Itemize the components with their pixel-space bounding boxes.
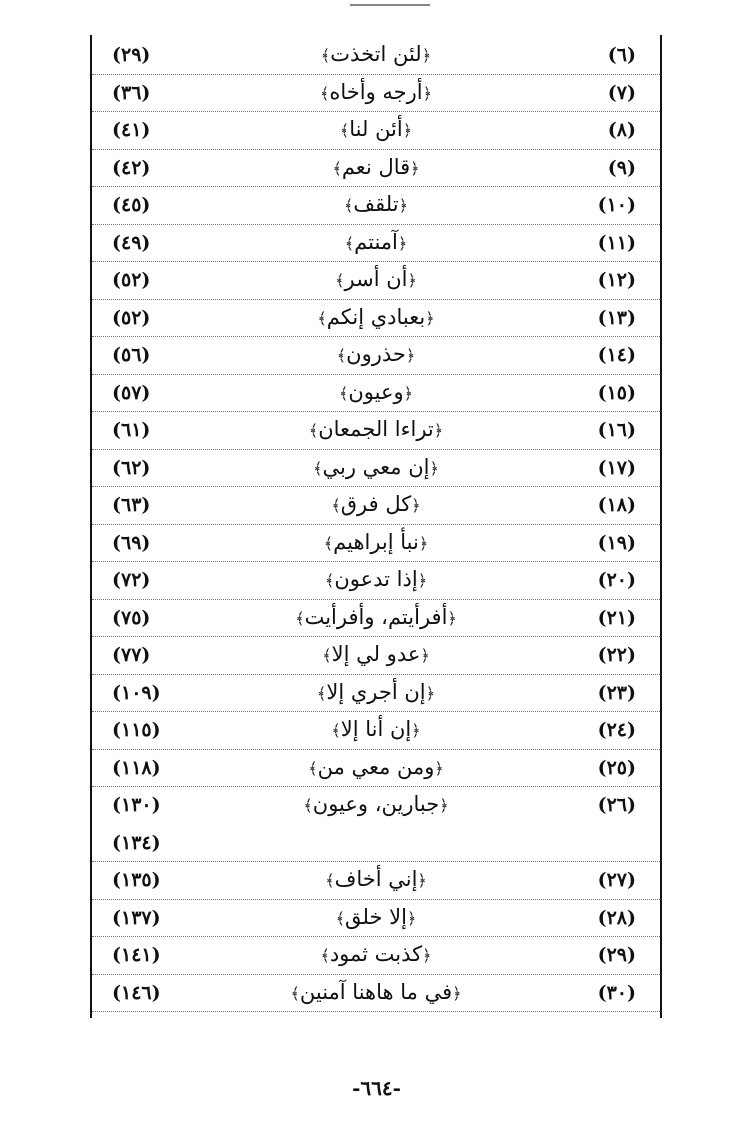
table-frame — [90, 35, 662, 1018]
ornament-close-icon: ﴾ — [331, 721, 341, 740]
entry-number: (٢٥) — [597, 756, 636, 779]
word-text: أن أسر — [344, 267, 408, 291]
table-row — [92, 487, 660, 525]
table-row — [92, 562, 660, 600]
page-ref: (٦٢) — [112, 456, 151, 479]
ornament-open-icon: ﴿ — [422, 83, 432, 103]
page-ref: (٥٧) — [112, 381, 151, 404]
ornament-open-icon: ﴿ — [433, 421, 444, 440]
page-ref: (١١٨) — [112, 756, 161, 779]
word-text: إلا خلق — [345, 904, 407, 929]
ornament-close-icon: ﴾ — [344, 196, 354, 215]
entry-word — [331, 494, 420, 515]
page-ref: (٦٩) — [112, 531, 151, 554]
entry-word — [340, 119, 412, 140]
entry-word — [322, 644, 430, 665]
ornament-close-icon: ﴾ — [324, 571, 335, 590]
entry-word — [313, 454, 439, 479]
ornament-open-icon: ﴿ — [411, 721, 421, 740]
table-row — [92, 787, 660, 862]
entry-number: (٧) — [607, 81, 636, 104]
page-ref: (٥٢) — [112, 306, 151, 329]
word-text: أرجه وأخاه — [329, 79, 423, 104]
table-row — [92, 600, 660, 638]
ornament-close-icon: ﴾ — [320, 46, 331, 65]
entry-number: (١٣) — [597, 306, 636, 329]
ornament-close-icon: ﴾ — [290, 983, 300, 1003]
word-text: جبارين، وعيون — [312, 792, 440, 816]
ornament-close-icon: ﴾ — [338, 383, 349, 403]
ornament-open-icon: ﴿ — [398, 196, 408, 215]
entry-word — [323, 529, 429, 554]
page-ref: (١١٥) — [112, 719, 161, 741]
page-ref: (١٤١) — [112, 944, 161, 966]
entry-word — [332, 154, 420, 179]
page-ref: (١٣٧) — [112, 906, 161, 929]
table-row — [92, 37, 660, 75]
table-row — [92, 750, 660, 788]
page-ref: (٣٦) — [112, 81, 151, 104]
entry-word — [320, 79, 432, 104]
page-ref: (١٣٥) — [112, 869, 161, 891]
entry-number: (٢٦) — [597, 794, 636, 816]
ornament-open-icon: ﴿ — [447, 608, 457, 628]
page-ref: (٤٩) — [112, 231, 151, 254]
table-row — [92, 150, 660, 188]
entry-word — [335, 904, 417, 929]
table-row — [92, 75, 660, 113]
ornament-open-icon: ﴿ — [418, 533, 429, 553]
entry-word — [344, 229, 408, 254]
right-border — [660, 35, 662, 1018]
entry-number: (٢٠) — [597, 569, 636, 591]
page-ref: (٧٧) — [112, 644, 151, 666]
entry-number: (١٠) — [597, 194, 636, 216]
entry-number: (٢٢) — [597, 644, 636, 666]
ornament-close-icon: ﴾ — [332, 158, 342, 178]
table-row — [92, 450, 660, 488]
ornament-close-icon: ﴾ — [339, 121, 350, 140]
entry-word — [321, 44, 431, 65]
table-row — [92, 262, 660, 300]
table-row — [92, 375, 660, 413]
word-text: تلقف — [353, 192, 399, 216]
table-row — [92, 187, 660, 225]
page-ref: (١٠٩) — [112, 681, 161, 704]
ornament-close-icon: ﴾ — [331, 496, 341, 515]
table-row — [92, 975, 660, 1013]
table-row — [92, 225, 660, 263]
word-text: إني أخاف — [334, 867, 418, 891]
entry-number: (٣٠) — [597, 981, 636, 1004]
entry-number: (١٦) — [597, 419, 636, 441]
entry-word — [317, 304, 435, 329]
page-ref: (٤٢) — [112, 156, 151, 179]
entry-word — [331, 719, 420, 740]
table-row — [92, 525, 660, 563]
ornament-open-icon: ﴿ — [420, 646, 430, 665]
word-text: أفرأيتم، وأفرأيت — [304, 604, 448, 629]
entry-word — [338, 379, 414, 404]
ornament-open-icon: ﴿ — [434, 758, 444, 778]
entry-number: (٢٨) — [597, 906, 636, 929]
entry-number: (٩) — [607, 156, 636, 179]
entry-number: (٨) — [607, 119, 636, 141]
ornament-open-icon: ﴿ — [406, 908, 417, 928]
ornament-open-icon: ﴿ — [402, 121, 413, 140]
word-text: في ما هاهنا آمنين — [299, 979, 453, 1004]
entry-number: (٢٣) — [597, 681, 636, 704]
ornament-open-icon: ﴿ — [397, 233, 408, 253]
entry-number: (٢٩) — [597, 944, 636, 966]
entry-word — [303, 794, 448, 815]
entry-number: (٢٤) — [597, 719, 636, 741]
page-ref: (٧٢) — [112, 569, 151, 591]
entry-word — [325, 869, 427, 890]
page-ref: (٥٦) — [112, 344, 151, 366]
entry-word — [344, 194, 408, 215]
page-ref: (١٤٦) — [112, 981, 161, 1004]
page-number: -٦٦٤- — [352, 1076, 401, 1100]
table-row — [92, 900, 660, 938]
entry-number: (٢٧) — [597, 869, 636, 891]
ornament-close-icon: ﴾ — [316, 683, 327, 703]
table-row — [92, 862, 660, 900]
entry-number: (١٧) — [597, 456, 636, 479]
entry-number: (١٨) — [597, 494, 636, 516]
ornament-close-icon: ﴾ — [308, 758, 318, 778]
ornament-close-icon: ﴾ — [325, 871, 335, 890]
page-ref: (٢٩) — [112, 44, 151, 66]
ornament-open-icon: ﴿ — [452, 983, 462, 1003]
ornament-close-icon: ﴾ — [344, 233, 355, 253]
ornament-open-icon: ﴿ — [417, 571, 428, 590]
page-ref: (٤٥) — [112, 194, 151, 216]
entry-word — [325, 569, 427, 590]
word-text: ومن معي من — [317, 754, 435, 779]
word-text: عدو لي إلا — [331, 642, 421, 666]
word-text: تراءا الجمعان — [318, 417, 434, 441]
page-ref: (٧٥) — [112, 606, 151, 629]
ornament-close-icon: ﴾ — [335, 908, 346, 928]
ornament-close-icon: ﴾ — [322, 646, 332, 665]
page-ref: (٥٢) — [112, 269, 151, 291]
ornament-close-icon: ﴾ — [336, 346, 347, 365]
table-row — [92, 112, 660, 150]
entry-word — [309, 419, 443, 440]
word-text: إن معي ربي — [322, 454, 430, 479]
word-text: إن أجري إلا — [326, 679, 426, 704]
ornament-open-icon: ﴿ — [425, 308, 435, 328]
ornament-open-icon: ﴿ — [417, 871, 427, 890]
ornament-close-icon: ﴾ — [317, 308, 327, 328]
word-text: إذا تدعون — [334, 567, 418, 591]
ornament-close-icon: ﴾ — [323, 533, 334, 553]
ornament-close-icon: ﴾ — [320, 946, 330, 965]
entry-number: (١٥) — [597, 381, 636, 404]
entry-word — [320, 944, 431, 965]
ornament-open-icon: ﴿ — [421, 46, 432, 65]
entry-word — [308, 754, 444, 779]
word-text: وعيون — [348, 379, 404, 404]
ornament-close-icon: ﴾ — [335, 271, 345, 290]
entry-word — [295, 604, 457, 629]
ornament-close-icon: ﴾ — [313, 458, 323, 478]
page-ref: (٤١) — [112, 119, 151, 141]
entry-number: (١٤) — [597, 344, 636, 366]
table-rows — [92, 37, 660, 1018]
ornament-open-icon: ﴿ — [439, 796, 449, 815]
table-row — [92, 675, 660, 713]
ornament-open-icon: ﴿ — [425, 683, 436, 703]
table-row — [92, 337, 660, 375]
ornament-close-icon: ﴾ — [320, 83, 330, 103]
ornament-open-icon: ﴿ — [403, 383, 414, 403]
ornament-open-icon: ﴿ — [411, 496, 421, 515]
page-ref: (٦١) — [112, 419, 151, 441]
word-text: أئن لنا — [349, 117, 403, 141]
page-ref: (٦٣) — [112, 494, 151, 516]
table-row — [92, 637, 660, 675]
entry-number: (٢١) — [597, 606, 636, 629]
word-text: نبأ إبراهيم — [333, 529, 419, 554]
ornament-open-icon: ﴿ — [405, 346, 416, 365]
entry-number: (٦) — [607, 44, 636, 66]
word-text: حذرون — [346, 342, 406, 366]
word-text: لئن اتخذت — [330, 42, 422, 66]
entry-word — [335, 269, 417, 290]
table-row — [92, 412, 660, 450]
word-text: قال نعم — [341, 154, 411, 179]
table-row — [92, 937, 660, 975]
word-text: آمنتم — [354, 229, 398, 254]
page-ref: (١٣٠) — [112, 794, 161, 816]
entry-word — [316, 679, 436, 704]
table-row — [92, 712, 660, 750]
ornament-open-icon: ﴿ — [429, 458, 439, 478]
word-text: كل فرق — [340, 492, 412, 516]
word-text: بعبادي إنكم — [326, 304, 426, 329]
entry-number: (١١) — [597, 231, 636, 254]
ornament-close-icon: ﴾ — [308, 421, 319, 440]
word-text: كذبت ثمود — [329, 942, 423, 966]
entry-number: (١٩) — [597, 531, 636, 554]
entry-word — [290, 979, 462, 1004]
ornament-open-icon: ﴿ — [422, 946, 432, 965]
table-row — [92, 300, 660, 338]
word-text: إن أنا إلا — [340, 717, 412, 741]
entry-word — [337, 344, 415, 365]
ornament-open-icon: ﴿ — [410, 158, 420, 178]
page-ref-second: (١٣٤) — [112, 832, 161, 854]
ornament-open-icon: ﴿ — [407, 271, 417, 290]
entry-number: (١٢) — [597, 269, 636, 291]
top-rule — [350, 4, 430, 6]
ornament-close-icon: ﴾ — [303, 796, 313, 815]
ornament-close-icon: ﴾ — [295, 608, 305, 628]
